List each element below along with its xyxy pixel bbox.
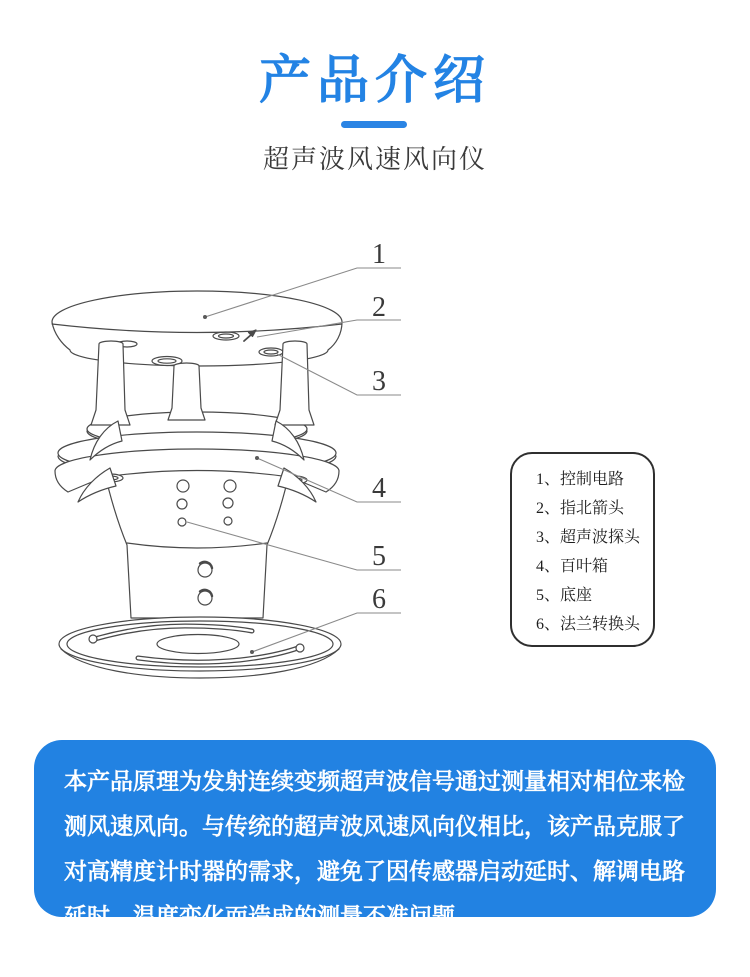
legend-box [510, 452, 655, 647]
description-text: 本产品原理为发射连续变频超声波信号通过测量相对相位来检测风速风向。与传统的超声波风速风向仪相比，该产品克服了对高精度计时器的需求，避免了因传感器启动延时、解调电路延时、温度变化而造成的测量不准问题。 [64, 768, 685, 929]
legend-item: 6、法兰转换头 [536, 616, 641, 633]
callout-number-5: 5 [372, 541, 386, 572]
device-cone [127, 480, 267, 548]
legend-item: 5、底座 [536, 587, 593, 604]
page-title: 产品介绍 [258, 52, 491, 110]
callout-number-6: 6 [372, 584, 386, 615]
device-top-cap [52, 291, 342, 366]
device-louver [87, 412, 307, 448]
legend-item: 4、百叶箱 [536, 558, 609, 575]
legend-item: 1、控制电路 [536, 471, 625, 488]
callout-number-2: 2 [372, 292, 386, 323]
north-arrow-icon [244, 330, 256, 341]
callout-number-4: 4 [372, 473, 386, 504]
description-panel [34, 740, 716, 929]
legend-item: 2、指北箭头 [536, 500, 625, 517]
callout-number-1: 1 [372, 239, 386, 270]
legend-item: 3、超声波探头 [536, 529, 641, 546]
callout-number-3: 3 [372, 366, 386, 397]
device-louver-lower [55, 421, 339, 618]
device-body [198, 562, 212, 605]
title-divider [341, 121, 407, 128]
device-probes [91, 341, 314, 425]
device-flange [59, 617, 341, 678]
callout-lines [187, 268, 401, 654]
page-subtitle: 超声波风速风向仪 [262, 144, 487, 174]
